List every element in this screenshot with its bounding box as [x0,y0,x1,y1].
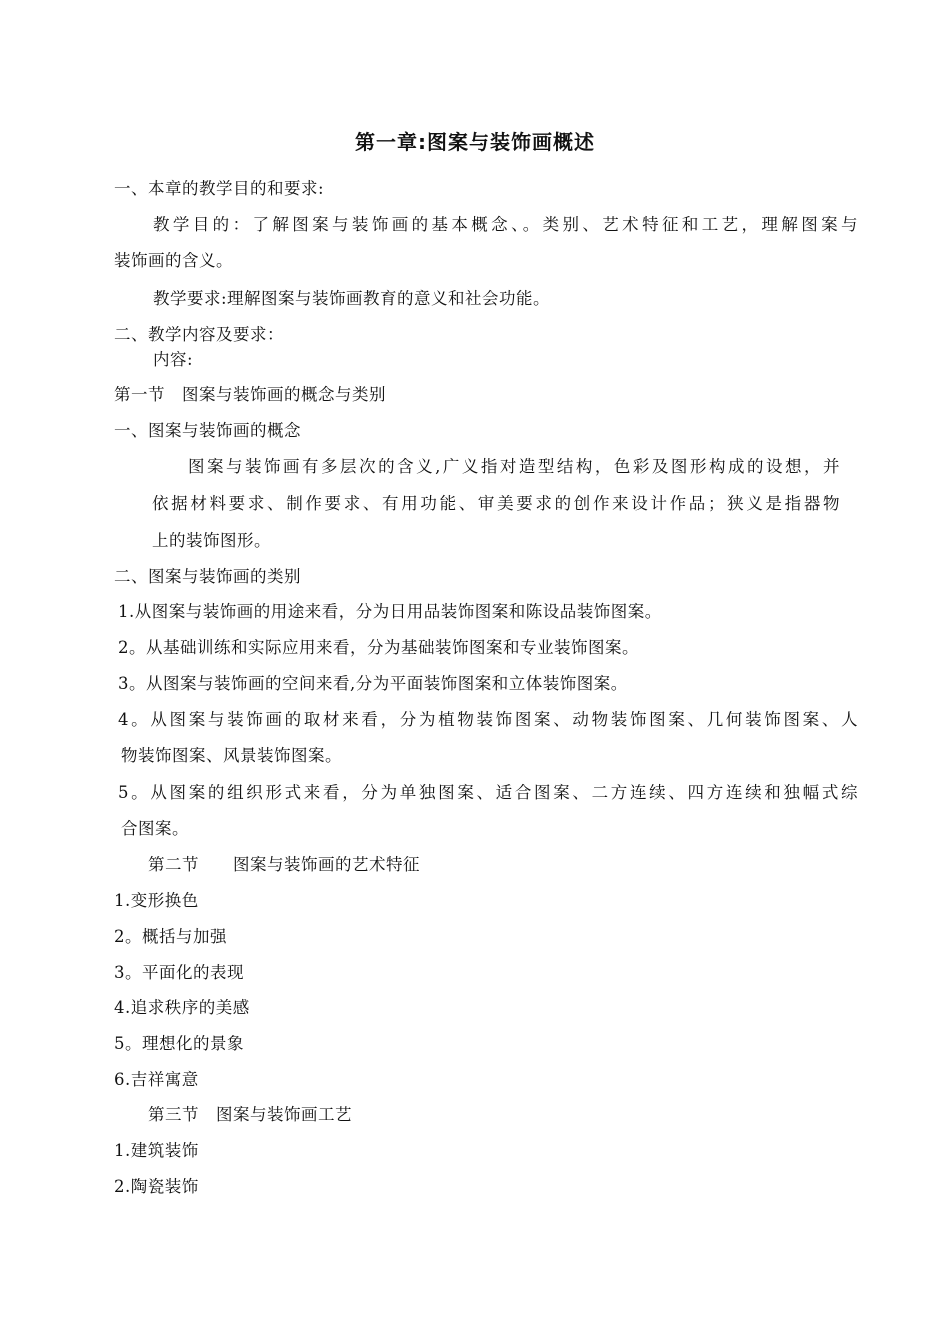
category-item-5-line1: 5。从图案的组织形式来看，分为单独图案、适合图案、二方连续、四方连续和独幅式综 [118,783,858,802]
feature-item-2: 2。概括与加强 [114,927,227,946]
category-item-3: 3。从图案与装饰画的空间来看,分为平面装饰图案和立体装饰图案。 [118,674,628,693]
section-heading-objectives: 一、本章的教学目的和要求: [114,179,325,198]
category-item-4-line2: 物装饰图案、风景装饰图案。 [121,746,342,765]
category-item-2: 2。从基础训练和实际应用来看，分为基础装饰图案和专业装饰图案。 [118,638,639,657]
craft-item-1: 1.建筑装饰 [114,1141,199,1160]
feature-item-3: 3。平面化的表现 [114,963,244,982]
concept-line3: 上的装饰图形。 [152,531,271,550]
feature-item-1: 1.变形换色 [114,891,199,910]
section-heading-content: 二、教学内容及要求： [114,325,284,344]
feature-item-5: 5。理想化的景象 [114,1034,244,1053]
category-item-1: 1.从图案与装饰画的用途来看，分为日用品装饰图案和陈设品装饰图案。 [118,602,662,621]
category-item-5-line2: 合图案。 [121,819,189,838]
teaching-requirement: 教学要求:理解图案与装饰画教育的意义和社会功能。 [153,289,551,308]
section2-title: 第二节 图案与装饰画的艺术特征 [148,855,420,874]
concept-line1: 图案与装饰画有多层次的含义,广义指对造型结构，色彩及图形构成的设想，并 [188,457,840,476]
section1-title: 第一节 图案与装饰画的概念与类别 [114,385,386,404]
concept-heading: 一、图案与装饰画的概念 [114,421,301,440]
concept-line2: 依据材料要求、制作要求、有用功能、审美要求的创作来设计作品；狭义是指器物 [152,494,840,513]
category-item-4-line1: 4。从图案与装饰画的取材来看，分为植物装饰图案、动物装饰图案、几何装饰图案、人 [118,710,858,729]
category-heading: 二、图案与装饰画的类别 [114,567,301,586]
content-label: 内容: [153,350,194,369]
chapter-title: 第一章:图案与装饰画概述 [355,130,595,154]
feature-item-6: 6.吉祥寓意 [114,1070,199,1089]
craft-item-2: 2.陶瓷装饰 [114,1177,199,1196]
teaching-goal-line2: 装饰画的含义。 [114,251,233,270]
teaching-goal-line1: 教学目的：了解图案与装饰画的基本概念、。类别、艺术特征和工艺，理解图案与 [153,215,858,234]
feature-item-4: 4.追求秩序的美感 [114,998,250,1017]
section3-title: 第三节 图案与装饰画工艺 [148,1105,352,1124]
